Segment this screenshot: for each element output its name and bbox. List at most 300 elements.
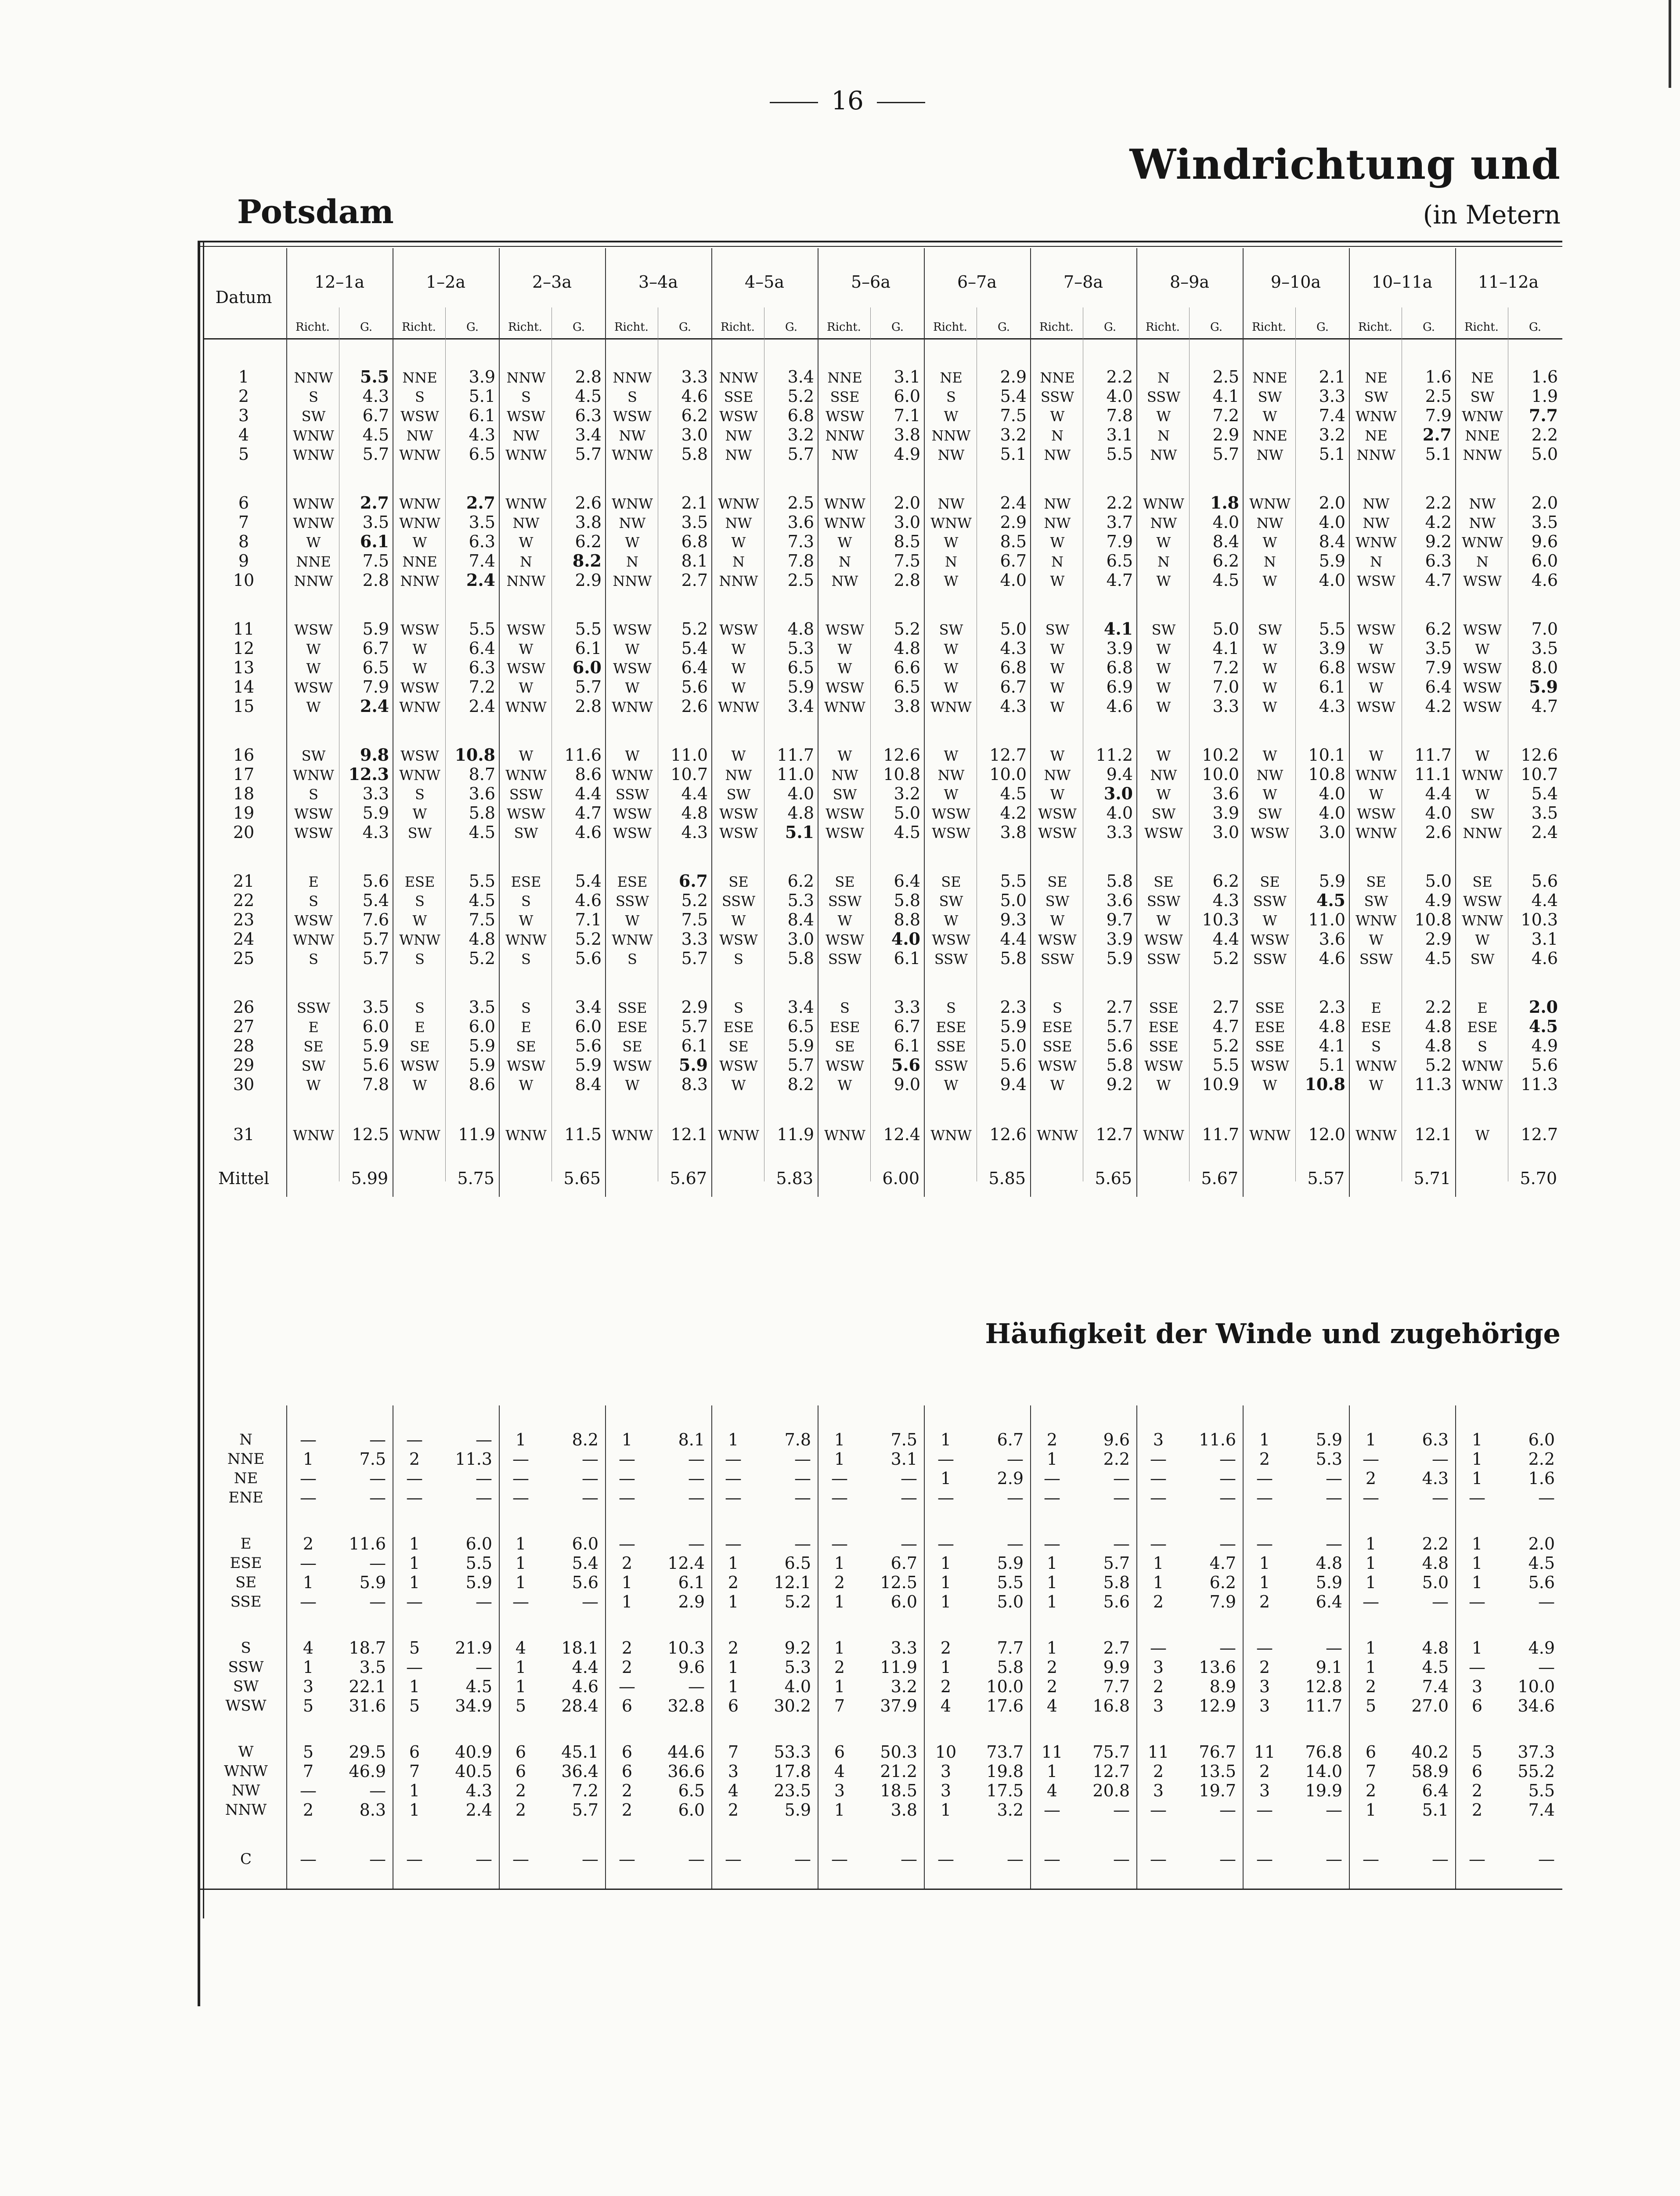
page-title: Windrichtung und (1129, 141, 1561, 189)
frequency-sum: — (688, 1469, 705, 1488)
frequency-count: 1 (1471, 1638, 1483, 1658)
wind-direction: W (944, 534, 959, 551)
frequency-count: 6 (621, 1742, 633, 1762)
frequency-count: 2 (621, 1658, 633, 1677)
wind-speed: 1.8 (1210, 493, 1239, 513)
frequency-count: 1 (834, 1677, 845, 1696)
frequency-count: 2 (621, 1638, 633, 1658)
frequency-count: — (1469, 1849, 1485, 1869)
wind-speed: 7.9 (1425, 658, 1452, 677)
wind-speed: 4.5 (1000, 784, 1027, 803)
wind-speed: 2.0 (1531, 493, 1558, 513)
wind-speed: 4.8 (469, 929, 495, 949)
frequency-sum: 29.5 (349, 1742, 386, 1762)
frequency-count: 7 (834, 1696, 845, 1716)
wind-speed: 9.6 (1531, 532, 1558, 551)
frequency-sum: 5.6 (572, 1573, 598, 1592)
frequency-sum: 5.5 (465, 1553, 492, 1573)
wind-direction: NW (725, 515, 752, 531)
wind-direction: E (308, 1019, 319, 1036)
direction-subheader: Richt. (721, 321, 755, 334)
wind-speed: 8.2 (787, 1075, 814, 1094)
wind-speed: 5.0 (1212, 619, 1239, 639)
frequency-sum: 4.5 (1422, 1658, 1449, 1677)
frequency-count: 2 (728, 1573, 739, 1592)
wind-direction: ESE (404, 874, 435, 890)
frequency-count: — (406, 1430, 423, 1449)
frequency-count: 3 (1471, 1677, 1483, 1696)
frequency-sum: 5.3 (1316, 1449, 1342, 1469)
wind-direction: W (944, 408, 959, 425)
wind-direction: W (944, 1077, 959, 1094)
wind-speed: 5.9 (469, 1055, 495, 1075)
frequency-count: — (300, 1469, 317, 1488)
wind-direction: NW (1469, 515, 1496, 531)
wind-direction: NW (619, 427, 646, 444)
wind-direction: W (306, 699, 321, 715)
day-number: 16 (233, 745, 255, 765)
frequency-sum: — (1326, 1800, 1342, 1820)
wind-speed: 6.7 (362, 406, 389, 425)
wind-speed: 5.6 (1000, 1055, 1027, 1075)
wind-speed: 8.1 (681, 551, 708, 571)
wind-speed: 1.6 (1531, 367, 1558, 386)
wind-direction: NNW (400, 573, 440, 589)
wind-speed: 5.8 (787, 949, 814, 968)
frequency-sum: — (1326, 1488, 1342, 1507)
frequency-count: — (1150, 1638, 1167, 1658)
wind-direction: WSW (1251, 1058, 1289, 1074)
wind-direction: N (520, 553, 532, 570)
frequency-sum: — (794, 1534, 811, 1553)
frequency-sum: 1.6 (1528, 1469, 1555, 1488)
wind-direction: W (1050, 679, 1065, 696)
wind-speed: 10.9 (1202, 1075, 1239, 1094)
wind-speed: 6.0 (572, 657, 602, 677)
column-separator-lower (1349, 1405, 1350, 1889)
wind-speed: 5.2 (1425, 1055, 1452, 1075)
speed-subheader: G. (678, 321, 692, 334)
wind-speed: 9.0 (894, 1075, 920, 1094)
frequency-sum: 36.4 (561, 1762, 598, 1781)
frequency-sum: 55.2 (1518, 1762, 1555, 1781)
wind-speed: 5.9 (1000, 1017, 1027, 1036)
day-number: 12 (233, 639, 255, 658)
wind-speed: 4.0 (1212, 513, 1239, 532)
wind-speed: 12.4 (883, 1125, 920, 1144)
frequency-count: — (1150, 1800, 1167, 1820)
wind-direction: W (1156, 748, 1171, 764)
frequency-count: 2 (834, 1658, 845, 1677)
frequency-count: 5 (303, 1742, 314, 1762)
wind-direction: W (625, 1077, 640, 1094)
wind-speed: 6.5 (787, 1017, 814, 1036)
wind-direction: SW (1470, 805, 1495, 822)
wind-direction: WNW (718, 699, 759, 715)
wind-speed: 2.6 (681, 697, 708, 716)
frequency-count: 1 (940, 1553, 952, 1573)
wind-speed: 6.1 (360, 531, 389, 551)
wind-speed: 2.9 (1000, 367, 1027, 386)
wind-direction: W (1369, 932, 1384, 948)
frequency-sum: 5.6 (1528, 1573, 1555, 1592)
wind-direction: SW (1151, 621, 1176, 638)
wind-speed: 4.9 (1531, 1036, 1558, 1055)
wind-direction: N (1051, 553, 1064, 570)
frequency-count: 5 (303, 1696, 314, 1716)
frequency-count: 1 (1259, 1553, 1270, 1573)
wind-speed: 11.9 (458, 1125, 495, 1144)
wind-direction: SE (1366, 874, 1386, 890)
wind-direction: NW (1044, 447, 1071, 463)
column-separator-lower (1030, 1405, 1031, 1889)
wind-speed: 5.2 (1212, 1036, 1239, 1055)
day-number: 26 (233, 997, 255, 1017)
column-separator-lower (605, 1405, 606, 1889)
wind-direction: W (1050, 699, 1065, 715)
frequency-count: 3 (1259, 1696, 1270, 1716)
wind-speed: 3.9 (1106, 639, 1133, 658)
wind-speed: 8.3 (681, 1075, 708, 1094)
wind-speed: 3.2 (894, 784, 920, 803)
frequency-sum: — (1007, 1534, 1024, 1553)
wind-speed: 4.0 (1106, 386, 1133, 406)
frequency-sum: 2.0 (1528, 1534, 1555, 1553)
wind-direction: NNW (613, 573, 652, 589)
wind-direction: WNW (1356, 912, 1397, 929)
frequency-count: 2 (834, 1573, 845, 1592)
wind-speed: 3.4 (787, 367, 814, 386)
speed-subheader: G. (466, 321, 479, 334)
wind-direction: WNW (930, 1127, 972, 1144)
wind-direction: W (1262, 748, 1277, 764)
wind-direction: W (519, 1077, 534, 1094)
wind-speed: 4.3 (1000, 639, 1027, 658)
wind-direction: WNW (293, 1127, 334, 1144)
mittel-value: 5.65 (563, 1169, 601, 1188)
speed-subheader: G. (785, 321, 798, 334)
frequency-sum: 4.7 (1209, 1553, 1236, 1573)
frequency-sum: 76.8 (1305, 1742, 1342, 1762)
frequency-count: — (1150, 1849, 1167, 1869)
frequency-sum: 75.7 (1092, 1742, 1130, 1762)
frequency-count: 3 (1153, 1658, 1164, 1677)
frequency-sum: 2.2 (1422, 1534, 1449, 1553)
wind-direction: W (519, 641, 534, 657)
wind-direction: SSW (1359, 951, 1393, 968)
wind-speed: 6.7 (1000, 551, 1027, 571)
frequency-count: — (1256, 1849, 1273, 1869)
wind-speed: 9.7 (1106, 910, 1133, 929)
frequency-count: 2 (1365, 1469, 1377, 1488)
wind-speed: 3.4 (575, 425, 602, 444)
frequency-count: 1 (409, 1573, 420, 1592)
frequency-count: — (1469, 1488, 1485, 1507)
wind-direction: WNW (1356, 767, 1397, 784)
wind-speed: 4.5 (469, 891, 495, 910)
wind-direction: SW (301, 1058, 326, 1074)
wind-speed: 2.2 (1106, 367, 1133, 386)
wind-direction: SW (1258, 805, 1282, 822)
wind-speed: 4.6 (681, 386, 708, 406)
frequency-sum: 4.5 (1528, 1553, 1555, 1573)
wind-speed: 2.5 (787, 571, 814, 590)
hour-header: 4–5a (744, 272, 784, 292)
wind-direction: WSW (826, 621, 864, 638)
frequency-sum: — (1219, 1638, 1236, 1658)
frequency-count: — (1363, 1488, 1379, 1507)
wind-speed: 4.0 (1425, 803, 1452, 823)
wind-speed: 4.2 (1425, 697, 1452, 716)
wind-speed: 11.6 (564, 745, 602, 765)
frequency-count: 2 (1153, 1592, 1164, 1611)
frequency-count: 5 (409, 1638, 420, 1658)
wind-direction: W (1156, 534, 1171, 551)
frequency-sum: 6.5 (678, 1781, 705, 1800)
wind-speed: 2.8 (362, 571, 389, 590)
frequency-sum: — (794, 1449, 811, 1469)
frequency-sum: — (1538, 1658, 1555, 1677)
wind-direction: NW (1044, 495, 1071, 512)
wind-speed: 9.4 (1000, 1075, 1027, 1094)
frequency-count: 1 (834, 1430, 845, 1449)
wind-direction: ESE (1148, 1019, 1179, 1036)
wind-direction: WSW (719, 408, 758, 425)
wind-speed: 5.7 (362, 949, 389, 968)
frequency-count: 1 (1471, 1534, 1483, 1553)
wind-speed: 5.3 (787, 639, 814, 658)
wind-direction: NNW (1356, 447, 1396, 463)
wind-speed: 5.6 (362, 1055, 389, 1075)
frequency-count: — (725, 1449, 742, 1469)
frequency-count: 1 (940, 1592, 952, 1611)
wind-speed: 6.5 (894, 677, 920, 697)
frequency-sum: 6.0 (678, 1800, 705, 1820)
wind-speed: 5.9 (678, 1055, 708, 1075)
frequency-sum: 6.7 (997, 1430, 1024, 1449)
frequency-count: — (1256, 1638, 1273, 1658)
wind-speed: 4.8 (1425, 1017, 1452, 1036)
wind-direction: SE (516, 1038, 536, 1055)
wind-speed: 2.9 (575, 571, 602, 590)
frequency-count: 7 (1365, 1762, 1377, 1781)
wind-direction: N (1476, 553, 1489, 570)
wind-speed: 3.2 (1000, 425, 1027, 444)
frequency-direction: SSE (230, 1593, 262, 1611)
wind-speed: 12.7 (989, 745, 1027, 765)
wind-speed: 5.0 (1000, 1036, 1027, 1055)
wind-speed: 2.2 (1531, 425, 1558, 444)
wind-speed: 4.1 (1319, 1036, 1345, 1055)
frequency-sum: 5.9 (784, 1800, 811, 1820)
wind-direction: WSW (613, 1058, 652, 1074)
frequency-sum: 3.3 (890, 1638, 917, 1658)
wind-direction: NE (1365, 369, 1388, 386)
wind-speed: 2.1 (681, 493, 708, 513)
frequency-count: 4 (834, 1762, 845, 1781)
wind-direction: W (412, 912, 427, 929)
wind-direction: NW (512, 515, 540, 531)
wind-direction: SSE (617, 1000, 647, 1016)
wind-speed: 3.3 (681, 367, 708, 386)
wind-speed: 2.4 (466, 570, 495, 590)
frequency-sum: — (688, 1534, 705, 1553)
frequency-count: 1 (409, 1781, 420, 1800)
wind-speed: 4.8 (681, 803, 708, 823)
wind-direction: SSW (615, 786, 649, 803)
wind-speed: 6.0 (1531, 551, 1558, 571)
wind-speed: 2.5 (1212, 367, 1239, 386)
frequency-sum: 9.9 (1103, 1658, 1130, 1677)
wind-direction: WSW (826, 408, 864, 425)
wind-speed: 2.3 (1319, 997, 1345, 1017)
wind-direction: WNW (718, 1127, 759, 1144)
wind-speed: 11.3 (1521, 1075, 1558, 1094)
wind-speed: 7.9 (1106, 532, 1133, 551)
wind-speed: 5.2 (681, 619, 708, 639)
frequency-sum: 11.7 (1305, 1696, 1342, 1716)
frequency-count: — (300, 1430, 317, 1449)
wind-speed: 5.6 (681, 677, 708, 697)
wind-direction: WNW (399, 495, 440, 512)
frequency-count: 1 (834, 1449, 845, 1469)
wind-direction: WNW (1143, 1127, 1184, 1144)
wind-direction: W (731, 679, 746, 696)
wind-speed: 6.0 (575, 1017, 602, 1036)
direction-subheader: Richt. (933, 321, 967, 334)
frequency-count: — (1150, 1488, 1167, 1507)
frequency-count: — (831, 1469, 848, 1488)
wind-speed: 12.7 (1521, 1125, 1558, 1144)
frequency-count: — (406, 1849, 423, 1869)
frequency-sum: 5.0 (1422, 1573, 1449, 1592)
wind-speed: 4.5 (362, 425, 389, 444)
wind-speed: 8.4 (575, 1075, 602, 1094)
frequency-sum: 17.6 (986, 1696, 1024, 1716)
wind-speed: 4.8 (894, 639, 920, 658)
wind-direction: SSE (1149, 1038, 1179, 1055)
frequency-sum: 12.5 (880, 1573, 917, 1592)
frequency-sum: — (476, 1658, 492, 1677)
wind-direction: W (1156, 699, 1171, 715)
wind-direction: SE (303, 1038, 324, 1055)
wind-speed: 4.0 (1106, 803, 1133, 823)
wind-direction: W (412, 660, 427, 677)
frequency-count: 3 (940, 1762, 952, 1781)
wind-direction: N (945, 553, 957, 570)
subcolumn-separator (870, 307, 871, 1181)
wind-speed: 6.3 (1425, 551, 1452, 571)
column-separator-lower (1243, 1405, 1244, 1889)
frequency-sum: — (1326, 1534, 1342, 1553)
wind-speed: 4.4 (681, 784, 708, 803)
wind-speed: 4.0 (1319, 803, 1345, 823)
wind-direction: ESE (1255, 1019, 1285, 1036)
frequency-direction: ENE (228, 1489, 263, 1506)
frequency-sum: 40.2 (1411, 1742, 1449, 1762)
wind-direction: S (415, 951, 425, 968)
wind-direction: SW (1045, 621, 1070, 638)
frequency-count: 1 (409, 1534, 420, 1553)
wind-speed: 3.5 (1425, 639, 1452, 658)
wind-direction: ESE (617, 874, 648, 890)
speed-subheader: G. (997, 321, 1010, 334)
wind-direction: SW (1151, 805, 1176, 822)
frequency-count: — (619, 1849, 635, 1869)
wind-direction: NNE (1040, 369, 1075, 386)
frequency-sum: — (688, 1849, 705, 1869)
frequency-sum: 9.6 (678, 1658, 705, 1677)
wind-speed: 4.5 (1425, 949, 1452, 968)
wind-speed: 11.7 (777, 745, 814, 765)
wind-direction: WSW (507, 1058, 545, 1074)
frequency-count: — (1044, 1849, 1060, 1869)
wind-direction: W (1156, 679, 1171, 696)
wind-speed: 4.6 (575, 891, 602, 910)
frequency-count: 6 (1471, 1762, 1483, 1781)
frequency-count: 6 (621, 1762, 633, 1781)
frequency-sum: 16.8 (1092, 1696, 1130, 1716)
frequency-count: 2 (1153, 1762, 1164, 1781)
wind-speed: 5.1 (1000, 444, 1027, 464)
wind-direction: W (1156, 660, 1171, 677)
day-number: 2 (238, 386, 249, 406)
frequency-count: — (1150, 1449, 1167, 1469)
frequency-count: — (300, 1592, 317, 1611)
wind-speed: 7.9 (1425, 406, 1452, 425)
frequency-count: 4 (940, 1696, 952, 1716)
wind-direction: SSE (724, 389, 753, 405)
wind-direction: WNW (1356, 534, 1397, 551)
wind-speed: 4.7 (575, 803, 602, 823)
wind-speed: 10.0 (1202, 765, 1239, 784)
wind-direction: NNE (827, 369, 862, 386)
wind-direction: W (1369, 786, 1384, 803)
wind-speed: 6.5 (469, 444, 495, 464)
wind-speed: 2.2 (1425, 493, 1452, 513)
frequency-sum: — (1538, 1592, 1555, 1611)
frequency-count: 3 (940, 1781, 952, 1800)
wind-direction: WNW (612, 495, 653, 512)
wind-speed: 2.6 (575, 493, 602, 513)
wind-speed: 4.4 (1212, 929, 1239, 949)
frequency-sum: 8.2 (572, 1430, 598, 1449)
hour-header: 11–12a (1478, 272, 1539, 292)
frequency-count: 1 (1365, 1534, 1377, 1553)
frequency-sum: — (582, 1592, 598, 1611)
direction-subheader: Richt. (402, 321, 436, 334)
frequency-sum: — (369, 1488, 386, 1507)
frequency-sum: 10.3 (667, 1638, 705, 1658)
wind-speed: 5.9 (787, 677, 814, 697)
wind-speed: 2.6 (1425, 823, 1452, 842)
wind-direction: SSW (1040, 389, 1074, 405)
wind-direction: WSW (1357, 621, 1395, 638)
wind-direction: WSW (826, 679, 864, 696)
wind-speed: 5.8 (681, 444, 708, 464)
wind-direction: WSW (613, 621, 652, 638)
frequency-count: 1 (940, 1430, 952, 1449)
station-name: Potsdam (237, 193, 394, 231)
wind-direction: WNW (1462, 408, 1503, 425)
wind-speed: 12.3 (348, 764, 389, 784)
frequency-sum: 18.7 (349, 1638, 386, 1658)
frequency-sum: — (1326, 1638, 1342, 1658)
wind-direction: W (837, 912, 852, 929)
frequency-count: — (1044, 1488, 1060, 1507)
wind-direction: SSW (934, 951, 968, 968)
wind-speed: 4.0 (1319, 513, 1345, 532)
